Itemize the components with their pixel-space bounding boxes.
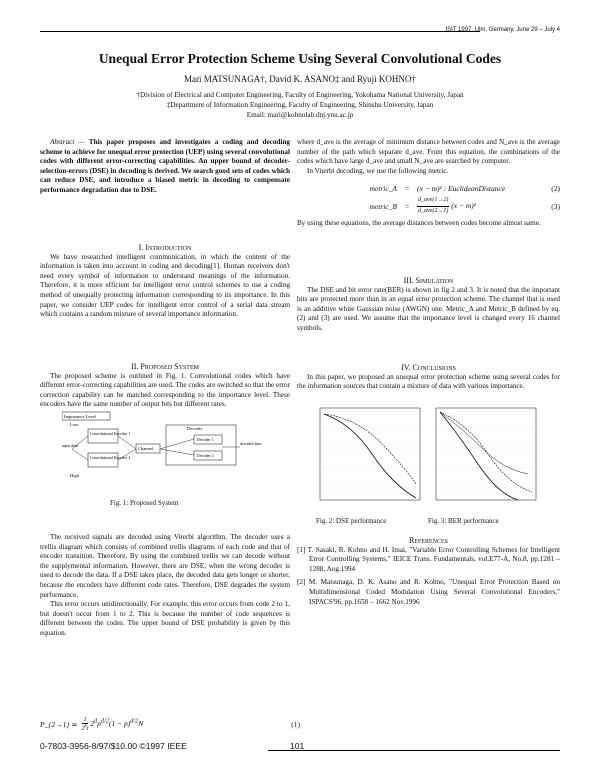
reference-1: [1] T. Sasaki, R. Kohno and H. Imai, "Variable Error Controlling Schemes for Intelligent Error Controlling Systems," IEICE Trans. Fundamentals, vol.E77-A, No.8, pp.1281 – 1288, Aug.1994: [297, 545, 560, 573]
section-heading-proposed: II. Proposed System: [131, 362, 199, 371]
figure-1-diagram: [62, 411, 262, 481]
copyright-line: 0-7803-3956-8/97/$10.00 ©1997 IEEE: [40, 741, 187, 751]
eq3-frac-den: d_ave(2→1): [418, 207, 449, 214]
after-eq-paragraph: By using these equations, the average distances between codes become almost same.: [297, 219, 541, 228]
eq3-frac-num: d_ave(1→2): [417, 196, 449, 207]
conclusions-paragraph: In this paper, we proposed an unequal error protection scheme using several codes for the information sources that contain a mixture of data with various importance.: [297, 372, 560, 391]
fig1-label-enc1: Convolutional Encoder 1: [90, 431, 131, 436]
equation-1: P_{2→1} ≃ $\frac{1}{2^kt}$ $2^dp^{d/2}(1 - p)^{d/2}N$ (1): [40, 717, 300, 732]
footer-rule: [268, 750, 560, 751]
author-list: Mari MATSUNAGA†, David K. ASANO‡ and Ryuji KOHNO†: [184, 74, 416, 84]
page-footer: [40, 741, 290, 753]
fig1-label-importance: Importance Level: [64, 414, 96, 419]
simulation-section: [297, 276, 560, 334]
eq3-number: (3): [551, 201, 560, 211]
conference-info: ISIT 1997, Ulm, Germany, June 29 – July 4: [445, 27, 560, 33]
section-heading-conclusions: IV. Conclusions: [401, 363, 456, 372]
fig1-label-high: High: [70, 473, 79, 478]
fig1-label-channel: Channel: [138, 446, 153, 451]
eq1-lhs: P_{2→1} ≃: [40, 720, 78, 729]
section-heading-simulation: III. Simulation: [403, 276, 454, 285]
fig1-label-input: input data: [62, 443, 78, 448]
eq2-lhs: metric_A: [369, 183, 397, 193]
proposed-paragraph-1: The proposed scheme is outlined in Fig. 1. Convolutional codes which have different error-correcting capabilities are used. The codes are switched so that the error correction capability can be matched corresponding to the importance level. These encoders have the same number of output bits but different rates.: [40, 371, 290, 409]
running-header: [40, 27, 560, 37]
email: Email: mari@kohnolab.dnj.ynu.ac.jp: [246, 111, 354, 119]
figure-1-caption: Fig. 1: Proposed System: [110, 499, 179, 507]
abstract: [40, 138, 290, 196]
figure-2-plot: [312, 404, 424, 510]
eq1-number: (1): [291, 720, 300, 729]
reference-2: [2] M. Matsunaga, D. K. Asano and R. Kohno, "Unequal Error Protection Based on Multidimensional Coded Modulation Using Several Convolutional Encoders," ISPACS'96, pp.1658 – 1662 Nov.1996: [297, 578, 560, 606]
figure-3-caption: Fig. 3: BER performance: [428, 517, 499, 525]
fig1-label-dec2: Decoder 2: [197, 453, 214, 458]
proposed-section: [40, 362, 290, 410]
eq3-lhs: metric_B: [369, 201, 397, 211]
eq3-rhs: (x − m)²: [451, 201, 477, 211]
section-heading-intro: I. Introduction: [138, 243, 192, 252]
viterbi-sentence: In Viterbi decoding, we use the following metric.: [307, 166, 449, 175]
right-column-top: [297, 138, 560, 229]
section-heading-references: References: [408, 536, 448, 545]
dave-paragraph: where d_ave is the average of minimum distance between codes and N_ave is the average number of the path which separate d_ave. From this equation, the combinations of the codes which have large d_ave and small N_ave are searched by computer.: [297, 138, 560, 166]
fig1-label-decoder: Decoder: [187, 426, 203, 431]
page-number: 101: [290, 741, 305, 751]
fig1-label-dec1: Decoder 1: [197, 437, 214, 442]
figure-2-caption: Fig. 2: DSE performance: [316, 517, 387, 525]
header-rule: [40, 31, 480, 32]
equation-2: metric_A = (x − m)² : EuclideanDistance (2): [297, 179, 560, 197]
eq2-number: (2): [551, 183, 560, 193]
affiliation-2: ‡Department of Information Engineering, Faculty of Engineering, Shinshu University, Japan: [166, 101, 434, 109]
proposed-paragraph-2: The received signals are decoded using Viterbi algorithm. The decoder uses a trellis diagram which consists of combined trellis diagrams of each code and that of encoder transition. Therefore, By using the combined trellis we can decode without the supplymental information. However, there are DSE, when the wrong decoder is used to decode the data. If a DSE takes place, the decoded data gets longer or shorter, because the encoders have different code rates. Therefore, DSE degrades the system performance.: [40, 533, 290, 599]
conclusions-section: [297, 363, 560, 392]
affiliation-1: †Division of Electrical and Computer Engineering, Faculty of Engineering, Yokohama National University, Japan: [136, 91, 464, 99]
fig1-label-enc2: Convolutional Encoder 2: [90, 455, 131, 460]
references-section: [297, 536, 560, 611]
introduction-section: [40, 243, 290, 320]
figure-3-plot: [428, 404, 540, 510]
intro-paragraph: We have researched intelligent communication, in which the content of the information is taken into account in coding and decoding[1]. Human receivers don't need every symbol of information to understand meanings of the information. Therefore, it is more efficient for intelligent error control schemes to use a coding method of unequally protecting information corresponding to its importance. In this paper, we consider UEP codes for intelligent error control of a serial data stream which contains a random mixture of several importance information.: [40, 252, 290, 319]
equation-3: metric_B = $\frac{\text{d\_ave(1→2)}}{\text{d\_ave(2→1)}}$ (x − m)² (3): [297, 197, 560, 215]
proposed-paragraph-3: This error occurs unidirectionally. For example, this error occurs from code 2 to 1, but doesn't occur from 1 to 2. This is because the number of code sequences is different between the codes. The upper bound of DSE probability is given by this equation.: [40, 600, 290, 637]
fig1-label-output: decoded data: [240, 441, 261, 446]
abstract-text: This paper proposes and investigates a coding and decoding scheme to achieve for unequal error protection (UEP) using several convolutional codes with different error-correcting capabilities. An upper bound of decoder-selection-errors (DSE) in decoding is derived. We search good sets of codes which can reduce DSE, and introduce a biased metric in decoding to compensate performance degradation due to DSE.: [40, 138, 291, 194]
simulation-paragraph: The DSE and bit error rate(BER) is shown in fig 2 and 3. It is noted that the important bits are protected more than in an equal error protection scheme. The channel that is used is an additive white Gaussian noise (AWGN) one. Metric_A and Metric_B defined by eq. (2) and (3) are used. We assume that the importance level is changed every 16 channel symbols.: [297, 285, 560, 332]
eq2-rhs: (x − m)² : EuclideanDistance: [417, 183, 506, 193]
abstract-label: Abstract —: [50, 138, 85, 146]
fig1-label-low: Low: [70, 422, 79, 427]
proposed-continued: [40, 533, 290, 639]
paper-title: Unequal Error Protection Scheme Using Several Convolutional Codes: [98, 51, 502, 66]
